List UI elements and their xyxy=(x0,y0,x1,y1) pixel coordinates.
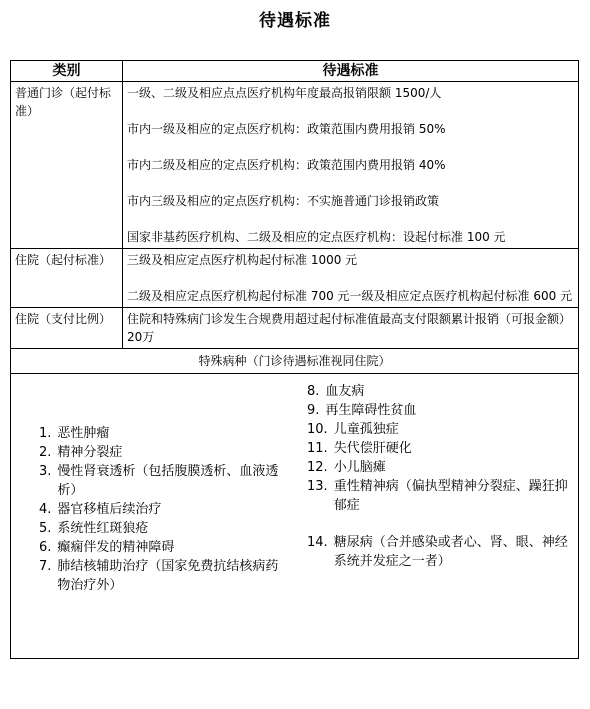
disease-name: 精神分裂症 xyxy=(57,445,123,460)
disease-number: 7. xyxy=(39,559,52,574)
row-standard xyxy=(123,308,579,349)
disease-name: 慢性肾衰透析（包括腹膜透析、血液透析） xyxy=(57,464,279,498)
header-category: 类别 xyxy=(11,61,123,82)
special-diseases-cell xyxy=(11,374,579,659)
disease-name: 血友病 xyxy=(325,384,365,399)
disease-item xyxy=(39,557,289,595)
disease-item xyxy=(307,439,577,458)
standard-line: 住院和特殊病门诊发生合规费用超过起付标准值最高支付限额累计报销（可报金额）20万 xyxy=(127,312,572,344)
disease-name: 再生障碍性贫血 xyxy=(325,403,417,418)
standard-line: 市内三级及相应的定点医疗机构：不实施普通门诊报销政策 xyxy=(127,194,440,208)
row-category: 住院（支付比例） xyxy=(11,308,123,349)
table-row xyxy=(11,82,579,249)
disease-number: 3. xyxy=(39,464,52,479)
disease-item xyxy=(39,538,289,557)
row-category: 普通门诊（起付标准） xyxy=(11,82,123,249)
diseases-left-column xyxy=(39,424,289,595)
disease-item xyxy=(39,500,289,519)
standard-line: 市内一级及相应的定点医疗机构：政策范围内费用报销 50% xyxy=(127,122,446,136)
table-row xyxy=(11,249,579,308)
disease-item xyxy=(39,462,289,500)
standard-line: 三级及相应定点医疗机构起付标准 1000 元 xyxy=(127,253,358,267)
row-standard xyxy=(123,82,579,249)
disease-number: 9. xyxy=(307,403,320,418)
disease-name: 儿童孤独症 xyxy=(333,422,399,437)
disease-name: 器官移植后续治疗 xyxy=(57,502,162,517)
special-diseases-row xyxy=(11,374,579,659)
disease-name: 系统性红斑狼疮 xyxy=(57,521,149,536)
special-header-row xyxy=(11,349,579,374)
row-category: 住院（起付标准） xyxy=(11,249,123,308)
disease-item xyxy=(39,519,289,538)
disease-item xyxy=(39,443,289,462)
standard-line: 市内二级及相应的定点医疗机构：政策范围内费用报销 40% xyxy=(127,158,446,172)
disease-name: 肺结核辅助治疗（国家免费抗结核病药物治疗外） xyxy=(57,559,279,593)
disease-name: 重性精神病（偏执型精神分裂症、躁狂抑郁症 xyxy=(333,479,568,513)
diseases-right-column xyxy=(307,382,577,571)
disease-name: 失代偿肝硬化 xyxy=(333,441,412,456)
disease-name: 小儿脑瘫 xyxy=(333,460,386,475)
disease-item xyxy=(307,477,577,515)
row-standard xyxy=(123,249,579,308)
disease-name: 糖尿病（合并感染或者心、肾、眼、神经系统并发症之一者） xyxy=(333,535,568,569)
disease-name: 恶性肿瘤 xyxy=(57,426,110,441)
standard-line: 国家非基药医疗机构、二级及相应的定点医疗机构：设起付标准 100 元 xyxy=(127,230,506,244)
standard-line: 一级、二级及相应点点医疗机构年度最高报销限额 1500/人 xyxy=(127,86,442,100)
disease-number: 5. xyxy=(39,521,52,536)
disease-number: 13. xyxy=(307,479,328,494)
header-standard: 待遇标准 xyxy=(123,61,579,82)
table-header-row xyxy=(11,61,579,82)
disease-number: 2. xyxy=(39,445,52,460)
disease-name: 癫痫伴发的精神障碍 xyxy=(57,540,175,555)
disease-item xyxy=(307,420,577,439)
disease-number: 1. xyxy=(39,426,52,441)
disease-number: 11. xyxy=(307,441,328,456)
table-row xyxy=(11,308,579,349)
page-title: 待遇标准 xyxy=(259,11,331,31)
disease-number: 10. xyxy=(307,422,328,437)
special-diseases-header: 特殊病种（门诊待遇标准视同住院） xyxy=(11,349,579,374)
disease-item xyxy=(307,401,577,420)
disease-number: 8. xyxy=(307,384,320,399)
benefits-table xyxy=(10,60,579,659)
disease-number: 4. xyxy=(39,502,52,517)
disease-item xyxy=(307,458,577,477)
disease-item xyxy=(307,382,577,401)
disease-item xyxy=(307,533,577,571)
disease-number: 6. xyxy=(39,540,52,555)
standard-line: 二级及相应定点医疗机构起付标准 700 元一级及相应定点医疗机构起付标准 600 元 xyxy=(127,289,573,303)
disease-number: 12. xyxy=(307,460,328,475)
disease-item xyxy=(39,424,289,443)
disease-number: 14. xyxy=(307,535,328,550)
